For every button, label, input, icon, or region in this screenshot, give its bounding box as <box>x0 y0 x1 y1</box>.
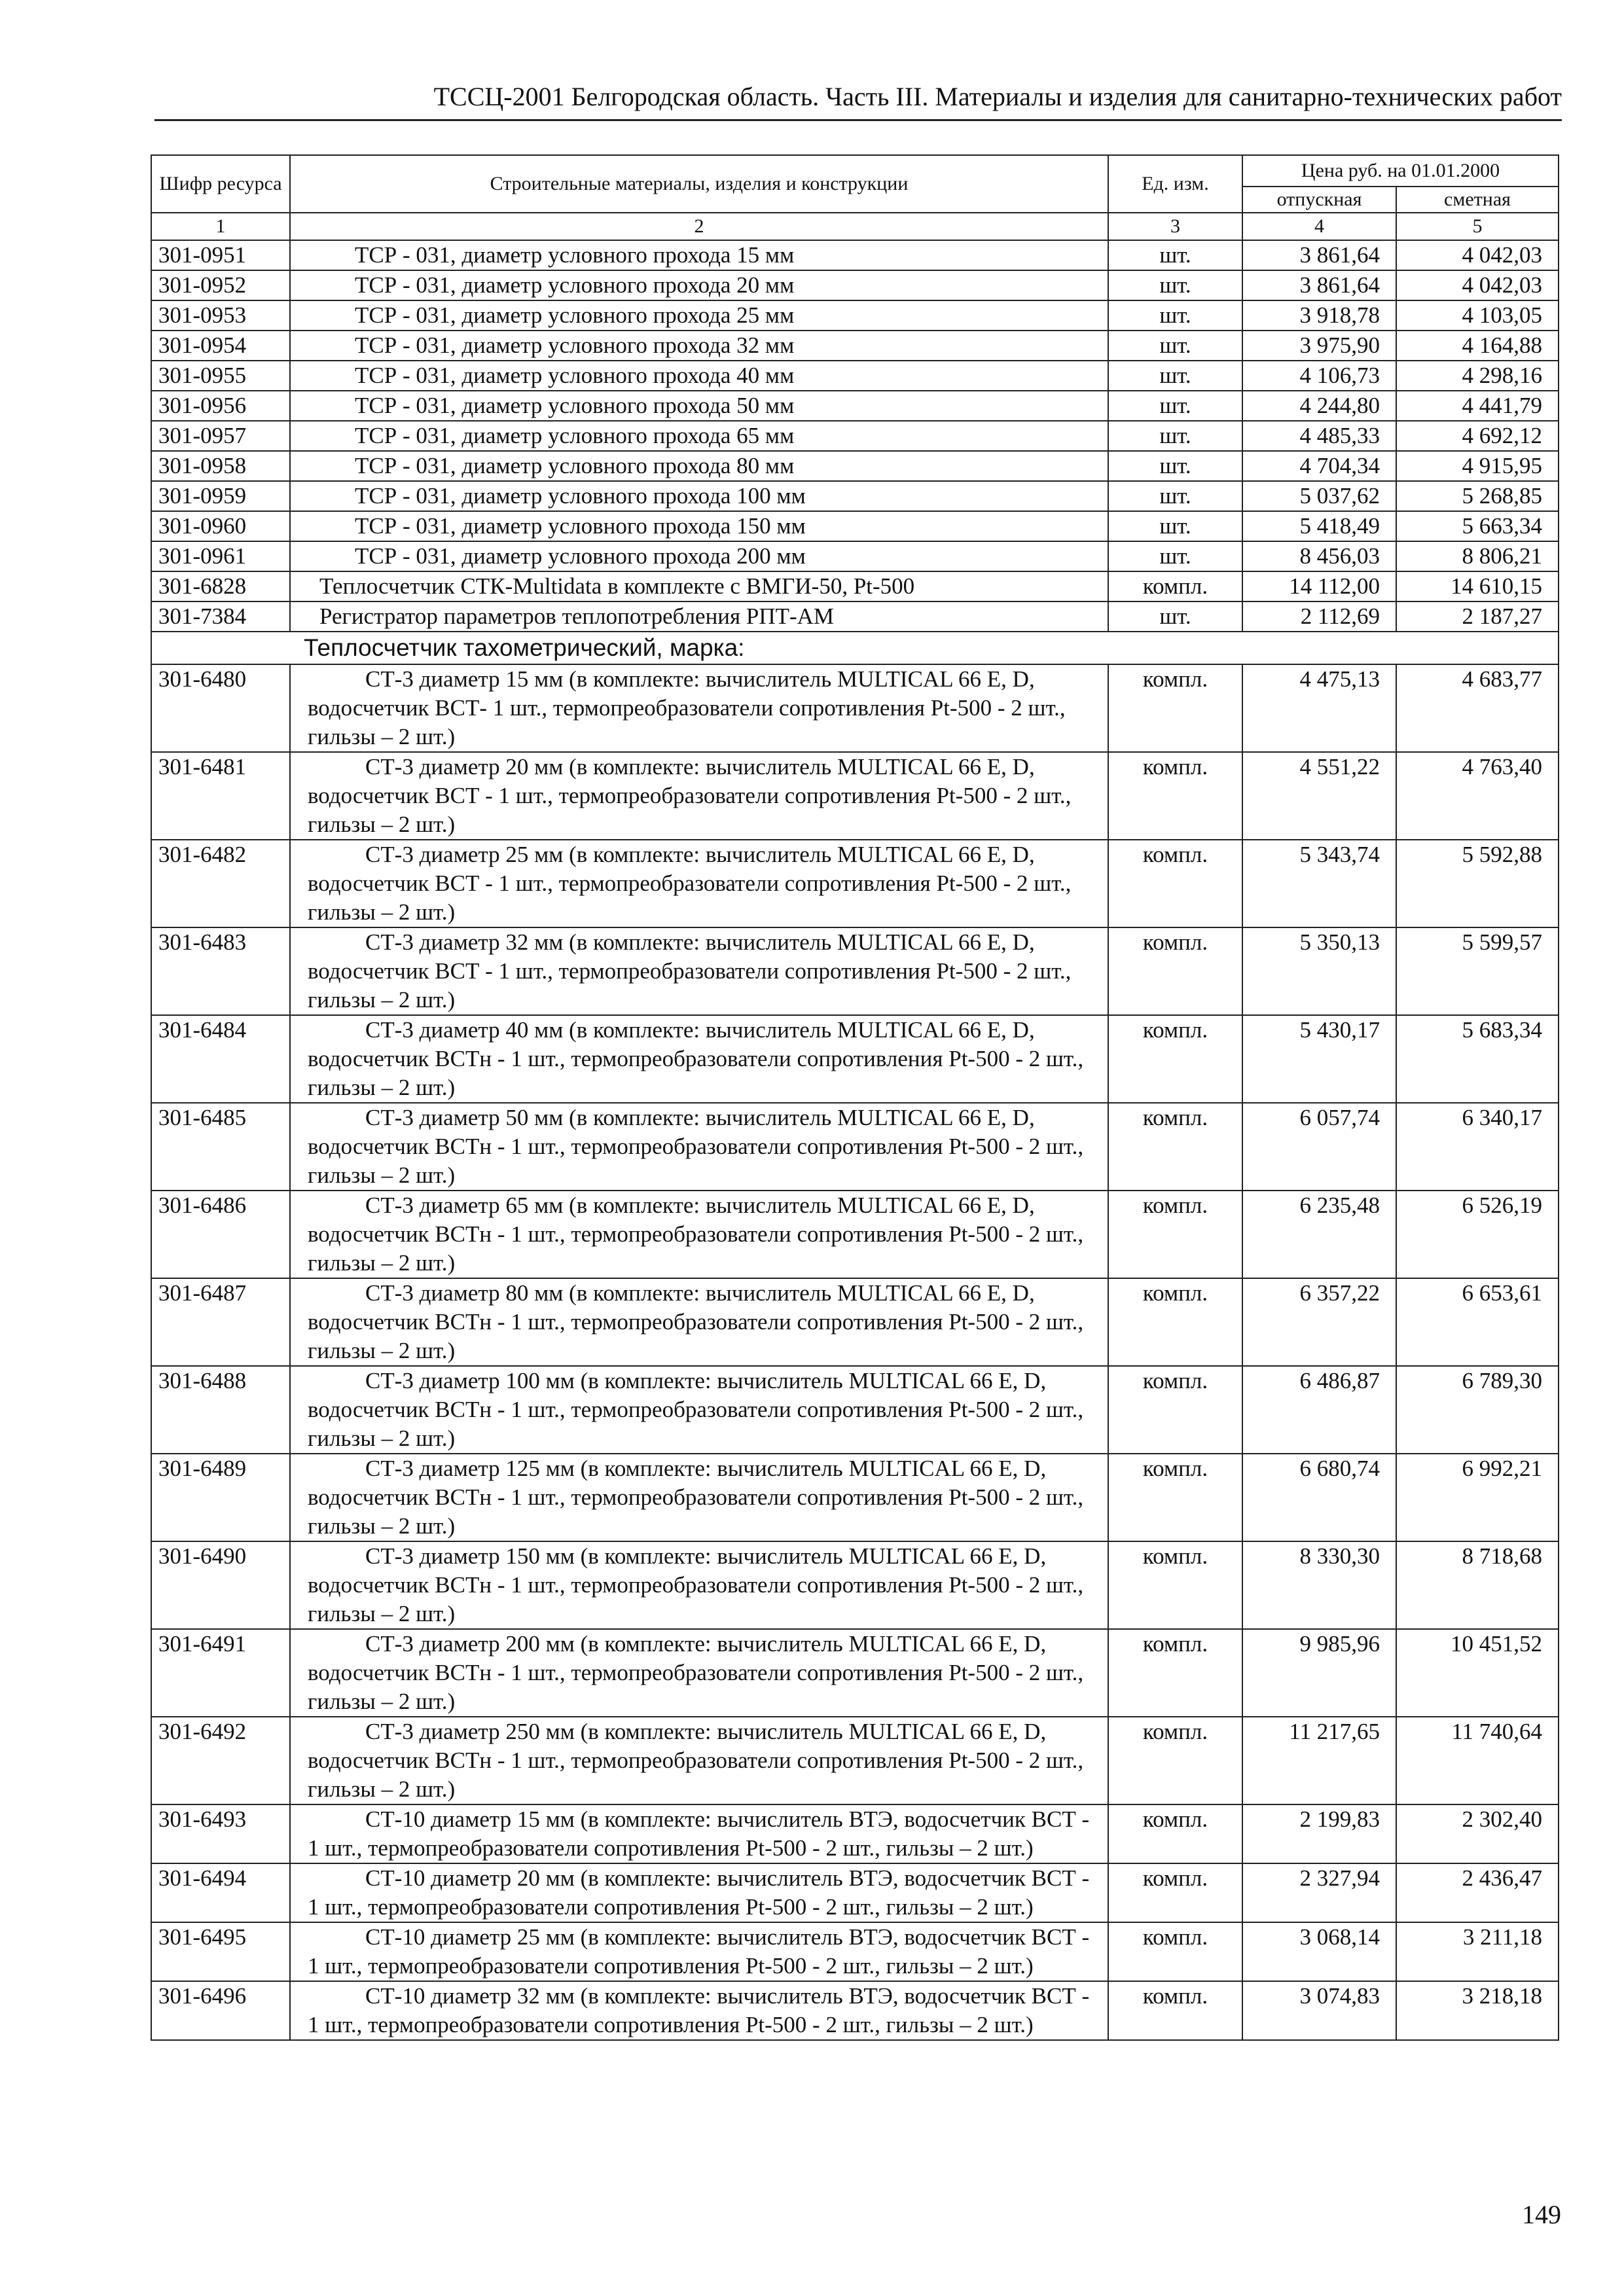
price-estimate: 6 992,21 <box>1396 1454 1559 1541</box>
unit-cell: компл. <box>1108 752 1242 840</box>
resource-code: 301-6483 <box>151 927 290 1015</box>
unit-cell: шт. <box>1108 421 1242 451</box>
price-release: 5 343,74 <box>1242 840 1396 927</box>
price-estimate: 6 526,19 <box>1396 1191 1559 1278</box>
price-release: 3 975,90 <box>1242 331 1396 361</box>
page-number: 149 <box>1522 2200 1561 2229</box>
resource-code: 301-6493 <box>151 1804 290 1863</box>
column-number: 4 <box>1242 213 1396 240</box>
table-row <box>151 1804 1559 1863</box>
resource-code: 301-0961 <box>151 541 290 571</box>
table-row <box>151 331 1559 361</box>
price-estimate: 4 042,03 <box>1396 240 1559 270</box>
table-row <box>151 1717 1559 1804</box>
item-name: СТ-3 диаметр 250 мм (в комплекте: вычислитель MULTICAL 66 E, D, водосчетчик ВСТн - 1 шт., термопреобразователи сопротивления Pt-500 - 2 шт., гильзы – 2 шт.) <box>290 1717 1108 1804</box>
resource-code: 301-0959 <box>151 481 290 511</box>
unit-cell: компл. <box>1108 1366 1242 1454</box>
resource-code: 301-0952 <box>151 270 290 300</box>
price-release: 6 680,74 <box>1242 1454 1396 1541</box>
price-release: 2 112,69 <box>1242 601 1396 632</box>
price-estimate: 5 592,88 <box>1396 840 1559 927</box>
col-header-price-release: отпускная <box>1242 187 1396 213</box>
item-name: ТСР - 031, диаметр условного прохода 32 мм <box>290 331 1108 361</box>
resource-code: 301-6480 <box>151 664 290 752</box>
price-estimate: 6 340,17 <box>1396 1103 1559 1191</box>
price-release: 3 861,64 <box>1242 240 1396 270</box>
table-row <box>151 1454 1559 1541</box>
price-release: 4 106,73 <box>1242 361 1396 391</box>
price-release: 2 327,94 <box>1242 1863 1396 1922</box>
resource-code: 301-0954 <box>151 331 290 361</box>
column-number: 2 <box>290 213 1108 240</box>
price-estimate: 4 164,88 <box>1396 331 1559 361</box>
price-estimate: 3 211,18 <box>1396 1922 1559 1981</box>
price-estimate: 2 187,27 <box>1396 601 1559 632</box>
price-release: 6 235,48 <box>1242 1191 1396 1278</box>
price-estimate: 4 692,12 <box>1396 421 1559 451</box>
table-row <box>151 421 1559 451</box>
resource-code: 301-6828 <box>151 571 290 601</box>
item-name: Регистратор параметров теплопотребления РПТ-АМ <box>290 601 1108 632</box>
section-row <box>151 632 1559 664</box>
price-release: 9 985,96 <box>1242 1629 1396 1717</box>
table-row <box>151 1015 1559 1103</box>
price-release: 11 217,65 <box>1242 1717 1396 1804</box>
unit-cell: компл. <box>1108 927 1242 1015</box>
price-estimate: 4 042,03 <box>1396 270 1559 300</box>
price-estimate: 8 806,21 <box>1396 541 1559 571</box>
item-name: ТСР - 031, диаметр условного прохода 150 мм <box>290 511 1108 541</box>
unit-cell: шт. <box>1108 270 1242 300</box>
price-estimate: 5 599,57 <box>1396 927 1559 1015</box>
table-row <box>151 840 1559 927</box>
resource-code: 301-6495 <box>151 1922 290 1981</box>
price-release: 5 350,13 <box>1242 927 1396 1015</box>
price-release: 3 918,78 <box>1242 300 1396 331</box>
resource-code: 301-0957 <box>151 421 290 451</box>
resource-code: 301-6484 <box>151 1015 290 1103</box>
table-row <box>151 391 1559 421</box>
item-name: Теплосчетчик СТК-Multidata в комплекте с ВМГИ-50, Pt-500 <box>290 571 1108 601</box>
item-name: СТ-3 диаметр 65 мм (в комплекте: вычислитель MULTICAL 66 E, D, водосчетчик ВСТн - 1 шт., термопреобразователи сопротивления Pt-500 - 2 шт., гильзы – 2 шт.) <box>290 1191 1108 1278</box>
price-release: 4 244,80 <box>1242 391 1396 421</box>
price-release: 6 486,87 <box>1242 1366 1396 1454</box>
item-name: ТСР - 031, диаметр условного прохода 65 мм <box>290 421 1108 451</box>
price-release: 8 330,30 <box>1242 1541 1396 1629</box>
resource-code: 301-6482 <box>151 840 290 927</box>
table-body-simple <box>151 240 1559 632</box>
resource-code: 301-0958 <box>151 451 290 481</box>
table-section <box>151 632 1559 664</box>
unit-cell: компл. <box>1108 1191 1242 1278</box>
unit-cell: компл. <box>1108 1981 1242 2040</box>
unit-cell: шт. <box>1108 511 1242 541</box>
item-name: СТ-10 диаметр 25 мм (в комплекте: вычислитель ВТЭ, водосчетчик ВСТ - 1 шт., термопреобразователи сопротивления Pt-500 - 2 шт., гильзы – 2 шт.) <box>290 1922 1108 1981</box>
item-name: ТСР - 031, диаметр условного прохода 100 мм <box>290 481 1108 511</box>
unit-cell: компл. <box>1108 1629 1242 1717</box>
resource-code: 301-6492 <box>151 1717 290 1804</box>
price-estimate: 8 718,68 <box>1396 1541 1559 1629</box>
price-estimate: 5 268,85 <box>1396 481 1559 511</box>
resource-code: 301-6487 <box>151 1278 290 1366</box>
resource-code: 301-6488 <box>151 1366 290 1454</box>
price-estimate: 3 218,18 <box>1396 1981 1559 2040</box>
item-name: СТ-3 диаметр 32 мм (в комплекте: вычислитель MULTICAL 66 E, D, водосчетчик ВСТ - 1 шт., термопреобразователи сопротивления Pt-500 - 2 шт., гильзы – 2 шт.) <box>290 927 1108 1015</box>
item-name: СТ-3 диаметр 15 мм (в комплекте: вычислитель MULTICAL 66 E, D, водосчетчик ВСТ- 1 шт., термопреобразователи сопротивления Pt-500 - 2 шт., гильзы – 2 шт.) <box>290 664 1108 752</box>
unit-cell: компл. <box>1108 664 1242 752</box>
table-row <box>151 1629 1559 1717</box>
price-release: 5 037,62 <box>1242 481 1396 511</box>
table-row <box>151 511 1559 541</box>
table-row <box>151 1863 1559 1922</box>
section-title: Теплосчетчик тахометрический, марка: <box>151 632 1559 664</box>
table-row <box>151 571 1559 601</box>
item-name: СТ-3 диаметр 125 мм (в комплекте: вычислитель MULTICAL 66 E, D, водосчетчик ВСТн - 1 шт., термопреобразователи сопротивления Pt-500 - 2 шт., гильзы – 2 шт.) <box>290 1454 1108 1541</box>
item-name: ТСР - 031, диаметр условного прохода 25 мм <box>290 300 1108 331</box>
price-release: 4 485,33 <box>1242 421 1396 451</box>
unit-cell: компл. <box>1108 1278 1242 1366</box>
resource-code: 301-0956 <box>151 391 290 421</box>
column-number: 3 <box>1108 213 1242 240</box>
unit-cell: шт. <box>1108 391 1242 421</box>
table-row <box>151 361 1559 391</box>
table-row <box>151 481 1559 511</box>
item-name: СТ-10 диаметр 15 мм (в комплекте: вычислитель ВТЭ, водосчетчик ВСТ - 1 шт., термопреобразователи сопротивления Pt-500 - 2 шт., гильзы – 2 шт.) <box>290 1804 1108 1863</box>
table-row <box>151 752 1559 840</box>
column-numbers-row <box>151 213 1559 240</box>
resource-code: 301-0960 <box>151 511 290 541</box>
unit-cell: компл. <box>1108 840 1242 927</box>
price-release: 5 418,49 <box>1242 511 1396 541</box>
price-estimate: 4 763,40 <box>1396 752 1559 840</box>
resource-code: 301-6496 <box>151 1981 290 2040</box>
unit-cell: шт. <box>1108 541 1242 571</box>
resource-code: 301-6494 <box>151 1863 290 1922</box>
price-release: 6 057,74 <box>1242 1103 1396 1191</box>
unit-cell: компл. <box>1108 1922 1242 1981</box>
item-name: СТ-3 диаметр 200 мм (в комплекте: вычислитель MULTICAL 66 E, D, водосчетчик ВСТн - 1 шт., термопреобразователи сопротивления Pt-500 - 2 шт., гильзы – 2 шт.) <box>290 1629 1108 1717</box>
item-name: ТСР - 031, диаметр условного прохода 200 мм <box>290 541 1108 571</box>
resource-code: 301-6481 <box>151 752 290 840</box>
item-name: ТСР - 031, диаметр условного прохода 15 мм <box>290 240 1108 270</box>
table-row <box>151 664 1559 752</box>
resource-code: 301-6489 <box>151 1454 290 1541</box>
resource-code: 301-0953 <box>151 300 290 331</box>
price-estimate: 4 103,05 <box>1396 300 1559 331</box>
col-header-price-estimate: сметная <box>1396 187 1559 213</box>
item-name: СТ-3 диаметр 40 мм (в комплекте: вычислитель MULTICAL 66 E, D, водосчетчик ВСТн - 1 шт., термопреобразователи сопротивления Pt-500 - 2 шт., гильзы – 2 шт.) <box>290 1015 1108 1103</box>
unit-cell: шт. <box>1108 451 1242 481</box>
table-row <box>151 270 1559 300</box>
price-release: 6 357,22 <box>1242 1278 1396 1366</box>
col-header-price-group: Цена руб. на 01.01.2000 <box>1242 155 1559 187</box>
table-row <box>151 1922 1559 1981</box>
table-row <box>151 1278 1559 1366</box>
table-body-meters <box>151 664 1559 2040</box>
price-table <box>151 154 1559 2041</box>
price-release: 4 704,34 <box>1242 451 1396 481</box>
price-table-container <box>151 154 1558 2041</box>
unit-cell: компл. <box>1108 1717 1242 1804</box>
resource-code: 301-0951 <box>151 240 290 270</box>
unit-cell: компл. <box>1108 1863 1242 1922</box>
resource-code: 301-6490 <box>151 1541 290 1629</box>
unit-cell: шт. <box>1108 481 1242 511</box>
price-release: 3 068,14 <box>1242 1922 1396 1981</box>
price-estimate: 11 740,64 <box>1396 1717 1559 1804</box>
price-estimate: 2 436,47 <box>1396 1863 1559 1922</box>
price-release: 3 861,64 <box>1242 270 1396 300</box>
price-release: 4 551,22 <box>1242 752 1396 840</box>
price-release: 3 074,83 <box>1242 1981 1396 2040</box>
resource-code: 301-0955 <box>151 361 290 391</box>
table-row <box>151 1103 1559 1191</box>
item-name: СТ-10 диаметр 32 мм (в комплекте: вычислитель ВТЭ, водосчетчик ВСТ - 1 шт., термопреобразователи сопротивления Pt-500 - 2 шт., гильзы – 2 шт.) <box>290 1981 1108 2040</box>
price-release: 5 430,17 <box>1242 1015 1396 1103</box>
unit-cell: шт. <box>1108 601 1242 632</box>
item-name: СТ-3 диаметр 150 мм (в комплекте: вычислитель MULTICAL 66 E, D, водосчетчик ВСТн - 1 шт., термопреобразователи сопротивления Pt-500 - 2 шт., гильзы – 2 шт.) <box>290 1541 1108 1629</box>
table-row <box>151 927 1559 1015</box>
unit-cell: компл. <box>1108 1015 1242 1103</box>
price-estimate: 4 441,79 <box>1396 391 1559 421</box>
column-number: 5 <box>1396 213 1559 240</box>
price-release: 4 475,13 <box>1242 664 1396 752</box>
unit-cell: компл. <box>1108 1541 1242 1629</box>
unit-cell: шт. <box>1108 331 1242 361</box>
item-name: СТ-3 диаметр 50 мм (в комплекте: вычислитель MULTICAL 66 E, D, водосчетчик ВСТн - 1 шт., термопреобразователи сопротивления Pt-500 - 2 шт., гильзы – 2 шт.) <box>290 1103 1108 1191</box>
item-name: СТ-10 диаметр 20 мм (в комплекте: вычислитель ВТЭ, водосчетчик ВСТ - 1 шт., термопреобразователи сопротивления Pt-500 - 2 шт., гильзы – 2 шт.) <box>290 1863 1108 1922</box>
page-header: ТССЦ-2001 Белгородская область. Часть III. Материалы и изделия для санитарно-технических работ <box>154 80 1562 121</box>
price-estimate: 5 663,34 <box>1396 511 1559 541</box>
unit-cell: компл. <box>1108 1103 1242 1191</box>
price-release: 2 199,83 <box>1242 1804 1396 1863</box>
item-name: СТ-3 диаметр 80 мм (в комплекте: вычислитель MULTICAL 66 E, D, водосчетчик ВСТн - 1 шт., термопреобразователи сопротивления Pt-500 - 2 шт., гильзы – 2 шт.) <box>290 1278 1108 1366</box>
price-estimate: 5 683,34 <box>1396 1015 1559 1103</box>
unit-cell: компл. <box>1108 571 1242 601</box>
column-number: 1 <box>151 213 290 240</box>
price-estimate: 6 789,30 <box>1396 1366 1559 1454</box>
resource-code: 301-6486 <box>151 1191 290 1278</box>
col-header-code: Шифр ресурса <box>151 155 290 213</box>
table-row <box>151 1981 1559 2040</box>
unit-cell: компл. <box>1108 1804 1242 1863</box>
price-estimate: 14 610,15 <box>1396 571 1559 601</box>
table-row <box>151 451 1559 481</box>
price-estimate: 6 653,61 <box>1396 1278 1559 1366</box>
table-head <box>151 155 1559 240</box>
table-row <box>151 300 1559 331</box>
item-name: ТСР - 031, диаметр условного прохода 20 мм <box>290 270 1108 300</box>
table-row <box>151 1191 1559 1278</box>
item-name: СТ-3 диаметр 20 мм (в комплекте: вычислитель MULTICAL 66 E, D, водосчетчик ВСТ - 1 шт., термопреобразователи сопротивления Pt-500 - 2 шт., гильзы – 2 шт.) <box>290 752 1108 840</box>
item-name: ТСР - 031, диаметр условного прохода 80 мм <box>290 451 1108 481</box>
table-row <box>151 1366 1559 1454</box>
resource-code: 301-6485 <box>151 1103 290 1191</box>
item-name: СТ-3 диаметр 25 мм (в комплекте: вычислитель MULTICAL 66 E, D, водосчетчик ВСТ - 1 шт., термопреобразователи сопротивления Pt-500 - 2 шт., гильзы – 2 шт.) <box>290 840 1108 927</box>
unit-cell: шт. <box>1108 240 1242 270</box>
col-header-unit: Ед. изм. <box>1108 155 1242 213</box>
price-estimate: 2 302,40 <box>1396 1804 1559 1863</box>
price-estimate: 4 683,77 <box>1396 664 1559 752</box>
price-estimate: 10 451,52 <box>1396 1629 1559 1717</box>
table-row <box>151 601 1559 632</box>
col-header-name: Строительные материалы, изделия и конструкции <box>290 155 1108 213</box>
resource-code: 301-7384 <box>151 601 290 632</box>
table-row <box>151 1541 1559 1629</box>
unit-cell: шт. <box>1108 361 1242 391</box>
unit-cell: шт. <box>1108 300 1242 331</box>
table-row <box>151 240 1559 270</box>
price-estimate: 4 298,16 <box>1396 361 1559 391</box>
item-name: ТСР - 031, диаметр условного прохода 50 мм <box>290 391 1108 421</box>
unit-cell: компл. <box>1108 1454 1242 1541</box>
table-row <box>151 541 1559 571</box>
price-estimate: 4 915,95 <box>1396 451 1559 481</box>
price-release: 14 112,00 <box>1242 571 1396 601</box>
price-release: 8 456,03 <box>1242 541 1396 571</box>
resource-code: 301-6491 <box>151 1629 290 1717</box>
item-name: ТСР - 031, диаметр условного прохода 40 мм <box>290 361 1108 391</box>
item-name: СТ-3 диаметр 100 мм (в комплекте: вычислитель MULTICAL 66 E, D, водосчетчик ВСТн - 1 шт., термопреобразователи сопротивления Pt-500 - 2 шт., гильзы – 2 шт.) <box>290 1366 1108 1454</box>
